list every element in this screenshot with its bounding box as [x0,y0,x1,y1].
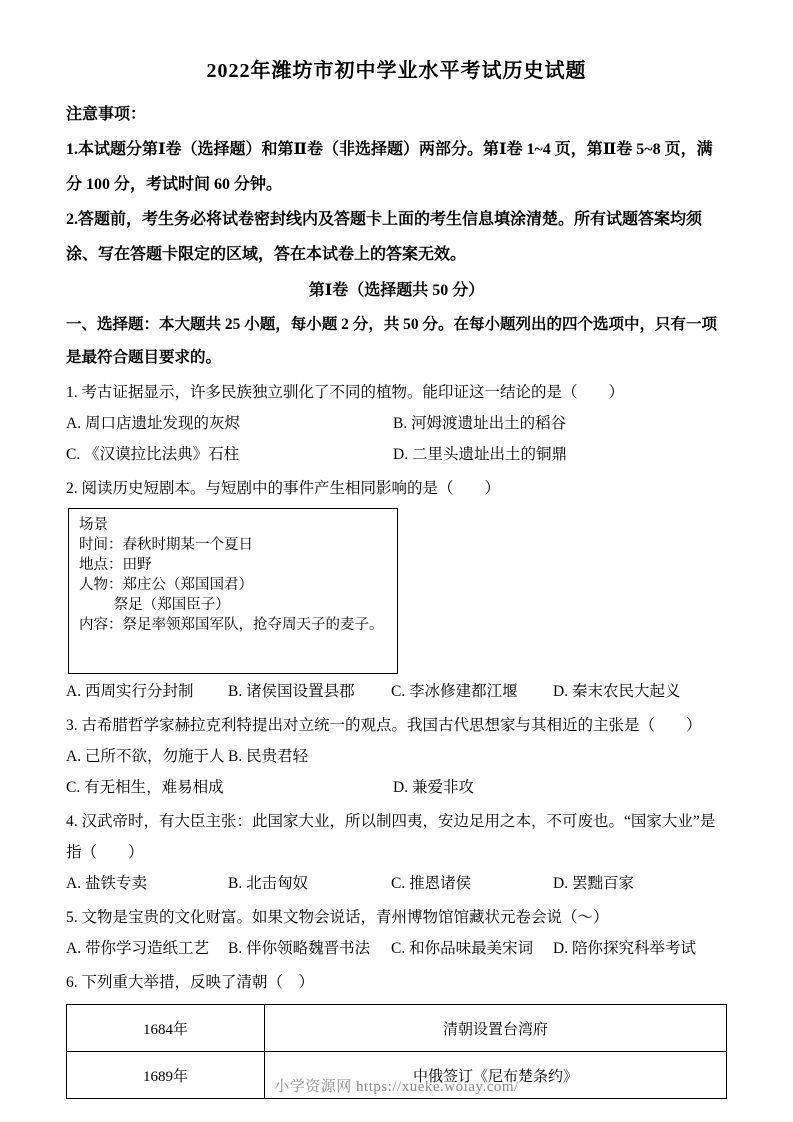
question-2-option-d: D. 秦末农民大起义 [553,683,681,700]
question-2-option-b: B. 诸侯国设置县郡 [228,683,355,700]
question-5-option-c: C. 和你品味最美宋词 [391,940,534,957]
question-1-option-c: C. 《汉谟拉比法典》石柱 [66,446,240,463]
table-cell-year: 1689年 [67,1052,265,1099]
question-1-option-b: B. 河姆渡遗址出土的稻谷 [393,415,567,432]
notice-section [66,97,727,272]
question-2-option-c: C. 李冰修建都江堰 [391,683,518,700]
question-5-option-d: D. 陪你探究科举考试 [553,940,696,957]
question-2-option-a: A. 西周实行分封制 [66,683,194,700]
question-1-option-d: D. 二里头遗址出土的铜鼎 [393,446,567,463]
script-line-character-2: 祭足（郑国臣子） [113,597,230,613]
table-cell-event: 中俄签订《尼布楚条约》 [265,1052,727,1099]
section-intro: 一、选择题：本大题共 25 小题，每小题 2 分，共 50 分。在每小题列出的四个选项中，只有一项是最符合题目要求的。 [66,316,718,366]
question-3-stem: 3. 古希腊哲学家赫拉克利特提出对立统一的观点。我国古代思想家与其相近的主张是（ ） [66,717,702,734]
footer-watermark: 小学资源网 https://xueke.woiay.com/ [274,1079,519,1095]
notice-item-1: 1.本试题分第Ⅰ卷（选择题）和第Ⅱ卷（非选择题）两部分。第Ⅰ卷 1~4 页，第Ⅱ卷 5~8 页，满分 100 分，考试时间 60 分钟。 [66,141,713,193]
question-2 [66,473,727,707]
table-cell-event: 清朝设置台湾府 [265,1005,727,1052]
script-line-content: 内容：祭足率领郑国军队，抢夺周天子的麦子。 [79,617,384,633]
question-3-option-d: D. 兼爱非攻 [393,779,474,796]
question-2-script-box [68,508,398,674]
question-3-option-a: A. 己所不欲，勿施于人 [66,748,225,765]
question-5-stem: 5. 文物是宝贵的文化财富。如果文物会说话，青州博物馆馆藏状元卷会说（～） [66,909,609,926]
section-header: 第Ⅰ卷（选择题共 50 分） [308,282,485,299]
notice-item-2: 2.答题前，考生务必将试卷密封线内及答题卡上面的考生信息填涂清楚。所有试题答案均须涂、写在答题卡限定的区域，答在本试卷上的答案无效。 [66,211,703,263]
question-6-stem: 6. 下列重大举措，反映了清朝（ ） [66,974,315,991]
question-3-option-b: B. 民贵君轻 [228,748,309,765]
question-5 [66,902,727,964]
question-1 [66,377,727,470]
question-4-option-d: D. 罢黜百家 [553,875,634,892]
page-title: 2022年潍坊市初中学业水平考试历史试题 [206,60,587,82]
question-3 [66,710,727,803]
question-4-option-c: C. 推恩诸侯 [391,875,472,892]
notice-heading: 注意事项： [66,106,147,123]
question-5-option-a: A. 带你学习造纸工艺 [66,940,209,957]
question-4-option-b: B. 北击匈奴 [228,875,309,892]
question-4-option-a: A. 盐铁专卖 [66,875,147,892]
table-cell-year: 1684年 [67,1005,265,1052]
table-row [67,1005,727,1052]
question-4-stem: 4. 汉武帝时，有大臣主张：此国家大业，所以制四夷，安边足用之本，不可废也。“国家大业”是指（ ） [66,813,716,861]
question-1-option-a: A. 周口店遗址发现的灰烬 [66,415,240,432]
question-5-option-b: B. 伴你领略魏晋书法 [228,940,371,957]
question-4 [66,806,727,899]
script-line-time: 时间：春秋时期某一个夏日 [79,537,253,553]
script-line-place: 地点：田野 [79,557,152,573]
script-line-character: 人物：郑庄公（郑国国君） [79,577,253,593]
question-3-option-c: C. 有无相生，难易相成 [66,779,224,796]
question-1-stem: 1. 考古证据显示，许多民族独立驯化了不同的植物。能印证这一结论的是（ ） [66,384,625,401]
question-2-stem: 2. 阅读历史短剧本。与短剧中的事件产生相同影响的是（ ） [66,480,501,497]
script-line-scene: 场景 [79,517,108,533]
